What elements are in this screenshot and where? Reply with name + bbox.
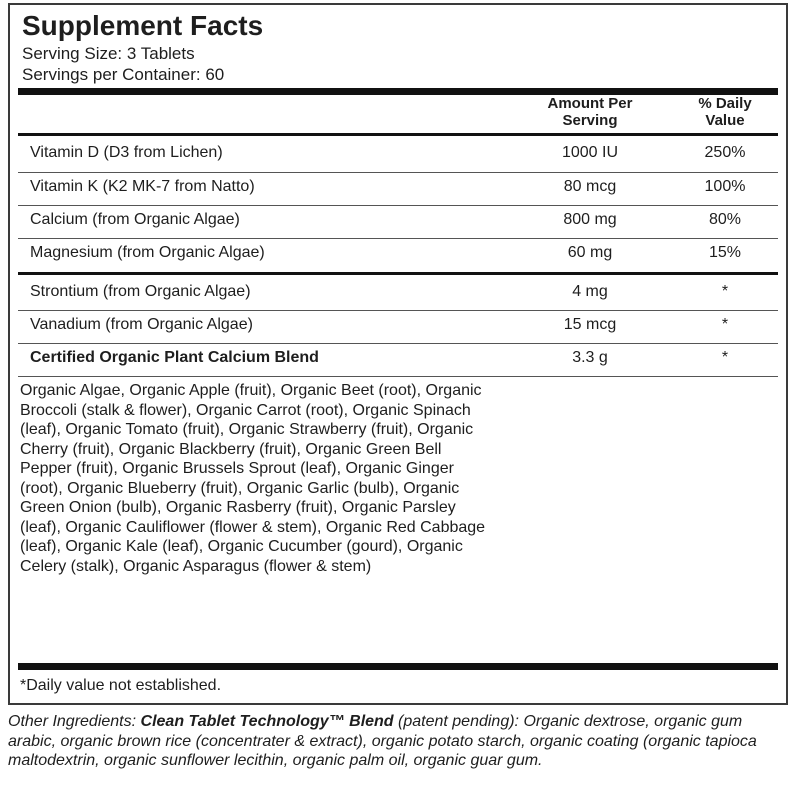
nutrient-dv: * bbox=[721, 349, 729, 366]
header-dv-line2: Value bbox=[705, 112, 745, 129]
servings-per-container: Servings per Container: 60 bbox=[22, 65, 225, 84]
nutrient-name: Vanadium (from Organic Algae) bbox=[30, 316, 253, 333]
nutrient-amount: 3.3 g bbox=[572, 349, 608, 366]
other-ingredients-list: (patent pending): Organic dextrose, organic gum arabic, organic brown rice (concentrater & extract), organic potato starch, organic coating (organic tapioca maltodextrin, organic sunflower lecithin, organic palm oil, organic guar gum. bbox=[8, 713, 757, 769]
nutrient-row bbox=[10, 310, 786, 340]
bottom-thick-rule bbox=[18, 663, 778, 670]
section-rule bbox=[18, 272, 778, 275]
nutrient-row bbox=[10, 238, 786, 268]
other-ingredients-blend-name: Clean Tablet Technology™ Blend bbox=[140, 713, 394, 730]
other-ingredients-prefix: Other Ingredients: bbox=[8, 713, 141, 730]
nutrient-amount: 60 mg bbox=[567, 244, 613, 261]
other-ingredients bbox=[8, 712, 788, 771]
nutrient-dv: 100% bbox=[704, 178, 746, 195]
top-thick-rule bbox=[18, 88, 778, 95]
nutrient-row bbox=[10, 205, 786, 235]
blend-ingredients: Organic Algae, Organic Apple (fruit), Organic Beet (root), Organic Broccoli (stalk & flower), Organic Carrot (root), Organic Spinach (leaf), Organic Tomato (fruit), Organic Strawberry (fruit), Organic Cherry (fruit), Organic Blackberry (fruit), Organic Green Bell Pepper (fruit), Organic Brussels Sprout (leaf), Organic Ginger (root), Organic Blueberry (fruit), Organic Garlic (bulb), Organic Green Onion (bulb), Organic Rasberry (fruit), Organic Parsley (leaf), Organic Cauliflower (flower & stem), Organic Red Cabbage (leaf), Organic Kale (leaf), Organic Cucumber (gourd), Organic Celery (stalk), Organic Asparagus (flower & stem) bbox=[20, 382, 486, 575]
nutrient-dv: 80% bbox=[708, 211, 742, 228]
nutrient-name: Certified Organic Plant Calcium Blend bbox=[30, 349, 319, 366]
nutrient-name: Magnesium (from Organic Algae) bbox=[30, 244, 265, 261]
nutrient-name: Strontium (from Organic Algae) bbox=[30, 283, 251, 300]
nutrient-amount: 15 mcg bbox=[563, 316, 617, 333]
daily-value-footnote: *Daily value not established. bbox=[20, 677, 222, 694]
nutrient-amount: 80 mcg bbox=[563, 178, 617, 195]
serving-size: Serving Size: 3 Tablets bbox=[22, 44, 195, 63]
nutrient-amount: 1000 IU bbox=[561, 144, 619, 161]
header-amount-line2: Serving bbox=[562, 112, 618, 129]
nutrient-row bbox=[10, 172, 786, 202]
nutrient-dv: * bbox=[721, 283, 729, 300]
nutrient-name: Calcium (from Organic Algae) bbox=[30, 211, 240, 228]
row-divider bbox=[18, 376, 778, 377]
nutrient-row bbox=[10, 277, 786, 307]
nutrient-dv: 15% bbox=[708, 244, 742, 261]
nutrient-amount: 800 mg bbox=[563, 211, 617, 228]
header-amount-per-serving bbox=[530, 95, 650, 129]
nutrient-dv: * bbox=[721, 316, 729, 333]
nutrient-name: Vitamin K (K2 MK-7 from Natto) bbox=[30, 178, 255, 195]
nutrient-dv: 250% bbox=[704, 144, 746, 161]
header-amount-line1: Amount Per bbox=[547, 95, 633, 112]
nutrient-row bbox=[10, 138, 786, 168]
nutrient-name: Vitamin D (D3 from Lichen) bbox=[30, 144, 223, 161]
header-dv-line1: % Daily bbox=[698, 95, 752, 112]
supplement-facts-panel bbox=[8, 3, 788, 705]
nutrient-row bbox=[10, 343, 786, 373]
header-rule bbox=[18, 133, 778, 136]
panel-title: Supplement Facts bbox=[22, 10, 264, 41]
nutrient-amount: 4 mg bbox=[572, 283, 608, 300]
header-daily-value bbox=[680, 95, 770, 129]
